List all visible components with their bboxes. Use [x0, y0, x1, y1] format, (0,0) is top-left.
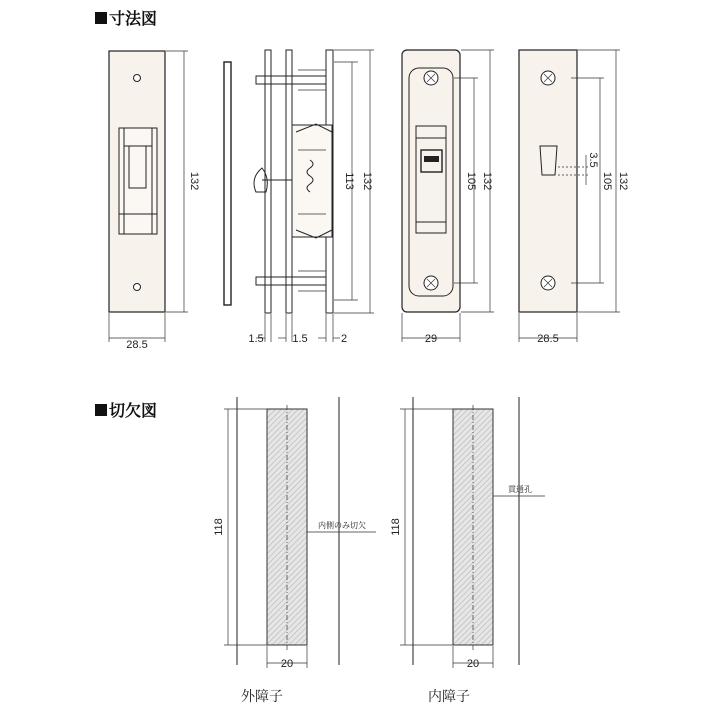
rear-cover-plate — [402, 50, 460, 312]
inner-note-label: 貫通孔 — [508, 485, 532, 494]
back-small-label: 3.5 — [587, 152, 599, 168]
front-view — [109, 51, 200, 351]
back-inner-height-label: 105 — [601, 171, 613, 191]
outer-width-label: 20 — [280, 658, 294, 670]
front-bottom-hole — [134, 284, 141, 291]
cutout-heading-text: 切欠図 — [109, 401, 158, 420]
side-gap-left-label: 1.5 — [248, 333, 264, 345]
side-gap-mid-label: 1.5 — [292, 333, 308, 345]
side-top-bolt — [256, 76, 326, 84]
outer-sash-cutout — [213, 397, 376, 705]
heading-square-icon-2 — [95, 404, 107, 416]
side-view — [224, 50, 374, 345]
inner-sash-cutout — [390, 397, 545, 705]
back-plate — [519, 50, 577, 312]
side-gap-right-label: 2 — [340, 333, 348, 345]
outer-note-label: 内側のみ切欠 — [318, 521, 366, 530]
rear-outer-height-label: 132 — [481, 171, 493, 191]
side-plate-left — [265, 50, 271, 313]
dimension-heading-text: 寸法図 — [109, 9, 158, 28]
inner-width-label: 20 — [466, 658, 480, 670]
dimension-heading — [95, 9, 157, 28]
cutout-heading — [95, 401, 157, 420]
front-latch-housing — [119, 128, 157, 234]
outer-height-label: 118 — [213, 518, 225, 536]
side-latch-body — [292, 125, 332, 237]
inner-height-label: 118 — [390, 518, 402, 536]
back-view — [519, 50, 629, 345]
side-plate-outer — [224, 62, 231, 305]
front-top-hole — [134, 75, 141, 82]
back-width-label: 28.5 — [537, 333, 559, 345]
rear-inner-height-label: 105 — [465, 171, 477, 191]
front-height-label: 132 — [188, 171, 200, 191]
front-width-label: 28.5 — [126, 339, 148, 351]
side-inner-height-label: 113 — [343, 172, 355, 190]
side-plate-right — [286, 50, 292, 313]
outer-caption: 外障子 — [241, 689, 283, 705]
rear-latch-mark — [424, 156, 439, 162]
back-outer-height-label: 132 — [617, 171, 629, 191]
rear-width-label: 29 — [424, 333, 438, 345]
side-bottom-bolt — [256, 277, 326, 285]
heading-square-icon — [95, 12, 107, 24]
side-outer-height-label: 132 — [361, 171, 373, 191]
rear-cover-view — [402, 50, 494, 345]
inner-caption: 内障子 — [428, 689, 470, 705]
